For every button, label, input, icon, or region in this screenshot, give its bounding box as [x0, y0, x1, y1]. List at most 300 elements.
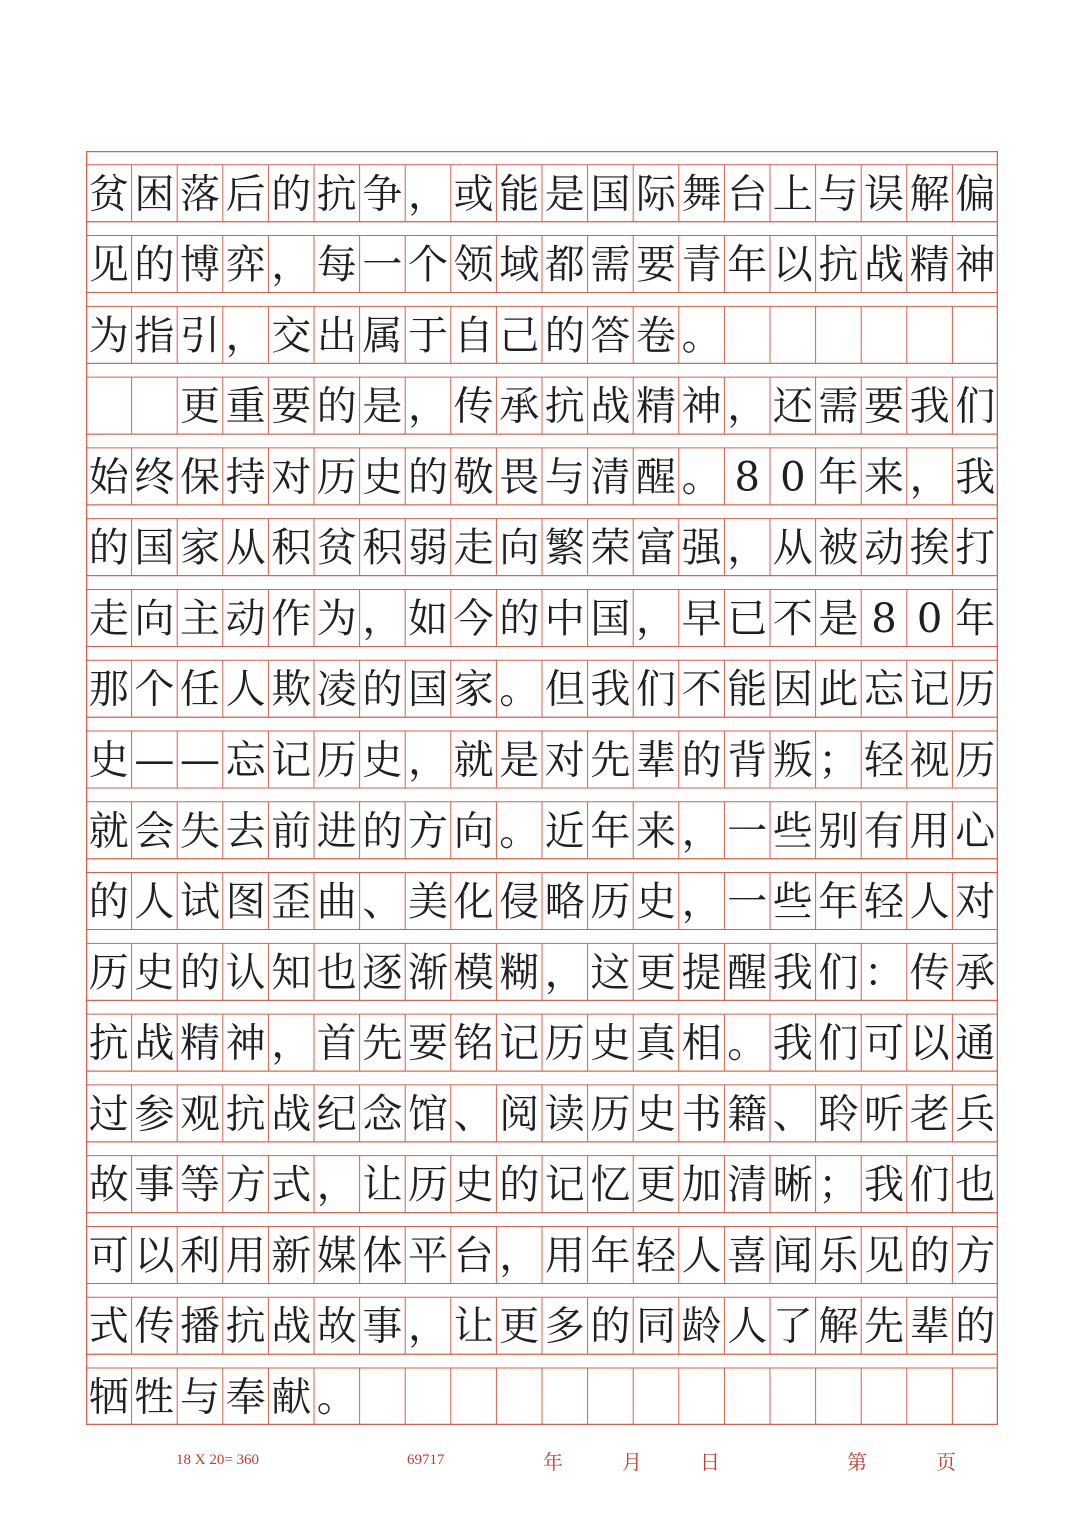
grid-character: 兵	[955, 1091, 996, 1138]
grid-character: 故	[88, 1162, 129, 1209]
grid-character: 让	[453, 1303, 494, 1350]
grid-character: 的	[408, 454, 448, 501]
grid-character: 欺	[271, 666, 312, 713]
grid-character: 弈	[225, 242, 266, 289]
grid-character: 历	[88, 949, 129, 996]
grid-character: 体	[362, 1232, 403, 1279]
grid-character: 8	[871, 595, 897, 642]
grid-character: ，	[681, 808, 722, 855]
grid-character: 属	[362, 312, 403, 359]
grid-character: 真	[636, 1020, 676, 1067]
grid-character: 始	[88, 454, 129, 501]
grid-character: 也	[955, 1162, 996, 1209]
grid-character: 持	[225, 454, 266, 501]
grid-character: 会	[134, 808, 175, 855]
grid-character: 动	[225, 595, 266, 642]
grid-character: 更	[180, 383, 220, 430]
grid-character: 争	[362, 171, 403, 218]
grid-character: ，	[408, 1303, 448, 1350]
grid-character: 误	[864, 171, 904, 218]
month-label: 月	[622, 1452, 642, 1474]
grid-character: 可	[864, 1020, 904, 1067]
grid-character: 忘	[225, 737, 266, 784]
grid-character: 已	[727, 595, 768, 642]
grid-character: 我	[590, 666, 631, 713]
grid-character: 精	[909, 242, 950, 289]
grid-character: 的	[362, 808, 403, 855]
grid-character: 此	[818, 666, 859, 713]
grid-character: 与	[180, 1374, 220, 1421]
grid-character: 献	[271, 1374, 312, 1421]
grid-character: 终	[134, 454, 175, 501]
grid-character: 的	[681, 737, 722, 784]
grid-character: 、	[453, 1091, 494, 1138]
grid-character: 牲	[134, 1374, 175, 1421]
grid-lines	[86, 151, 998, 1425]
grid-character: 如	[408, 595, 448, 642]
grid-character: 需	[818, 383, 859, 430]
grid-character: ，	[636, 595, 676, 642]
grid-character: 相	[681, 1020, 722, 1067]
grid-character: 对	[271, 454, 312, 501]
grid-character: 方	[408, 808, 448, 855]
grid-character: 不	[681, 666, 722, 713]
grid-character: 记	[499, 1020, 540, 1067]
grid-character: 以	[134, 1232, 175, 1279]
grid-character: 忘	[864, 666, 904, 713]
grid-character: 人	[225, 666, 266, 713]
grid-character: 的	[499, 1162, 540, 1209]
grid-character: 的	[134, 242, 175, 289]
page-suffix-label: 页	[936, 1452, 956, 1474]
grid-character: 还	[772, 383, 813, 430]
grid-character: 向	[453, 808, 494, 855]
grid-character: 。	[499, 666, 540, 713]
grid-character: 醒	[727, 949, 768, 996]
grid-character: 历	[955, 666, 996, 713]
grid-character: 史	[362, 454, 403, 501]
grid-character: 不	[772, 595, 813, 642]
grid-character: 对	[955, 879, 996, 926]
grid-character: 挨	[909, 525, 950, 572]
grid-character: 历	[590, 879, 631, 926]
grid-character: 的	[909, 1232, 950, 1279]
grid-character: ，	[271, 242, 312, 289]
grid-character: 年	[818, 879, 859, 926]
grid-character: 向	[134, 595, 175, 642]
grid-character: 年	[955, 595, 996, 642]
grid-character: 交	[271, 312, 312, 359]
grid-character: 积	[362, 525, 403, 572]
grid-character: 承	[955, 949, 996, 996]
grid-character: 一	[727, 879, 768, 926]
grid-character: 贫	[88, 171, 129, 218]
grid-character: 们	[909, 1162, 950, 1209]
grid-character: 平	[408, 1232, 448, 1279]
grid-character: 见	[864, 1232, 904, 1279]
grid-character: 主	[180, 595, 220, 642]
grid-character: 更	[499, 1303, 540, 1350]
grid-character: 中	[544, 595, 585, 642]
page-prefix-label: 第	[847, 1452, 867, 1474]
grid-character: 辈	[636, 737, 676, 784]
grid-character: 。	[681, 454, 722, 501]
grid-character: 强	[681, 525, 722, 572]
grid-character: ：	[864, 949, 904, 996]
grid-character: 清	[727, 1162, 768, 1209]
grid-character: 或	[453, 171, 494, 218]
grid-character: ，	[408, 383, 448, 430]
grid-character: 糊	[499, 949, 540, 996]
grid-character: 传	[134, 1303, 175, 1350]
grid-character: 有	[864, 808, 904, 855]
grid-character: 式	[271, 1162, 312, 1209]
grid-character: 事	[134, 1162, 175, 1209]
grid-character: 歪	[271, 879, 312, 926]
grid-character: 的	[271, 171, 312, 218]
grid-character: 知	[271, 949, 312, 996]
grid-character: 叛	[772, 737, 813, 784]
grid-character: 以	[909, 1020, 950, 1067]
grid-character: 近	[544, 808, 585, 855]
grid-character: 记	[271, 737, 312, 784]
grid-character: 是	[499, 737, 540, 784]
grid-character: 们	[818, 949, 859, 996]
grid-character: 弱	[408, 525, 448, 572]
grid-character: 就	[88, 808, 129, 855]
grid-character: 己	[499, 312, 540, 359]
grid-character: 的	[499, 595, 540, 642]
grid-character: 略	[544, 879, 585, 926]
grid-character: 等	[180, 1162, 220, 1209]
grid-character: 国	[590, 171, 631, 218]
grid-character: 家	[453, 666, 494, 713]
grid-character: 籍	[727, 1091, 768, 1138]
grid-character: 为	[316, 595, 357, 642]
grid-character: 晰	[772, 1162, 813, 1209]
grid-character: 认	[225, 949, 266, 996]
grid-character: 是	[818, 595, 859, 642]
grid-character: 早	[681, 595, 722, 642]
grid-character: 荣	[590, 525, 631, 572]
grid-character: 繁	[544, 525, 585, 572]
grid-character: 因	[772, 666, 813, 713]
grid-character: 台	[453, 1232, 494, 1279]
grid-character: ，	[727, 525, 768, 572]
grid-character: 与	[544, 454, 585, 501]
grid-character: 战	[864, 242, 904, 289]
grid-character: 史	[590, 1020, 631, 1067]
grid-character: 们	[636, 666, 676, 713]
grid-character: 0	[916, 595, 943, 642]
grid-character: 任	[180, 666, 220, 713]
grid-character: 用	[909, 808, 950, 855]
grid-character: 解	[818, 1303, 859, 1350]
grid-character: 式	[88, 1303, 129, 1350]
grid-character: ，	[271, 1020, 312, 1067]
page-footer	[0, 1446, 1080, 1476]
grid-character: 牺	[88, 1374, 129, 1421]
grid-character: 后	[225, 171, 266, 218]
grid-character: 人	[727, 1303, 768, 1350]
grid-character: 对	[544, 737, 585, 784]
grid-character: 观	[180, 1091, 220, 1138]
grid-character: 历	[316, 737, 357, 784]
grid-character: 辈	[909, 1303, 950, 1350]
grid-character: 曲	[316, 879, 357, 926]
grid-character: 史	[134, 949, 175, 996]
grid-character: 向	[499, 525, 540, 572]
grid-character: 史	[636, 879, 676, 926]
grid-character: 轻	[636, 1232, 676, 1279]
grid-character: 老	[909, 1091, 950, 1138]
grid-character: 的	[544, 312, 585, 359]
grid-character: 的	[180, 949, 220, 996]
grid-character: 视	[909, 737, 950, 784]
grid-character: 但	[544, 666, 585, 713]
grid-character: 国	[134, 525, 175, 572]
grid-character: 先	[362, 1020, 403, 1067]
grid-character: 答	[590, 312, 631, 359]
grid-character: 轻	[864, 879, 904, 926]
grid-character: 历	[590, 1091, 631, 1138]
grid-character: 我	[772, 949, 813, 996]
grid-character: 历	[316, 454, 357, 501]
day-label: 日	[700, 1452, 720, 1474]
grid-character: 承	[499, 383, 540, 430]
grid-character: ，	[544, 949, 585, 996]
grid-character: 历	[955, 737, 996, 784]
grid-character: 抗	[316, 171, 357, 218]
grid-character: 敬	[453, 454, 494, 501]
grid-character: 抗	[544, 383, 585, 430]
grid-character: 凌	[316, 666, 357, 713]
grid-character: 是	[362, 383, 403, 430]
grid-character: 保	[180, 454, 220, 501]
grid-character: 的	[955, 1303, 996, 1350]
grid-character: 用	[225, 1232, 266, 1279]
grid-character: 利	[180, 1232, 220, 1279]
grid-character: ，	[225, 312, 266, 359]
grid-character: 困	[134, 171, 175, 218]
grid-character: 神	[225, 1020, 266, 1067]
year-label: 年	[543, 1452, 563, 1474]
grid-character: 忆	[590, 1162, 631, 1209]
grid-character: 需	[590, 242, 631, 289]
grid-character: 前	[271, 808, 312, 855]
grid-character: 史	[362, 737, 403, 784]
grid-character: 际	[636, 171, 676, 218]
grid-character: 参	[134, 1091, 175, 1138]
grid-character: ，	[316, 1162, 357, 1209]
grid-character: 台	[727, 171, 768, 218]
grid-character: 轻	[864, 737, 904, 784]
grid-character: ，	[408, 171, 448, 218]
grid-character: 侵	[499, 879, 540, 926]
grid-character: —	[134, 737, 175, 784]
grid-character: 先	[590, 737, 631, 784]
grid-character: 抗	[225, 1303, 266, 1350]
grid-character: 渐	[408, 949, 448, 996]
grid-character: 读	[544, 1091, 585, 1138]
grid-character: 个	[408, 242, 448, 289]
grid-character: 聆	[818, 1091, 859, 1138]
grid-character: 引	[180, 312, 220, 359]
grid-character: 抗	[225, 1091, 266, 1138]
grid-character: 要	[864, 383, 904, 430]
grid-character: 要	[271, 383, 312, 430]
grid-character: 失	[180, 808, 220, 855]
grid-character: 作	[271, 595, 312, 642]
grid-character: 家	[180, 525, 220, 572]
grid-character: 阅	[499, 1091, 540, 1138]
grid-character: 的	[590, 1303, 631, 1350]
grid-character: 图	[225, 879, 266, 926]
grid-character: 8	[734, 454, 760, 501]
grid-character: ，	[499, 1232, 540, 1279]
manuscript-grid	[86, 151, 998, 1425]
grid-character: 每	[316, 242, 357, 289]
grid-character: 喜	[727, 1232, 768, 1279]
grid-character: 。	[727, 1020, 768, 1067]
grid-character: 见	[88, 242, 129, 289]
grid-character: 个	[134, 666, 175, 713]
grid-character: 抗	[818, 242, 859, 289]
grid-character: 可	[88, 1232, 129, 1279]
grid-character: 方	[225, 1162, 266, 1209]
grid-character: 馆	[408, 1091, 448, 1138]
grid-character: 走	[453, 525, 494, 572]
grid-character: 的	[88, 879, 129, 926]
grid-character: 积	[271, 525, 312, 572]
grid-character: 神	[681, 383, 722, 430]
grid-character: 先	[864, 1303, 904, 1350]
grid-character: 。	[681, 312, 722, 359]
grid-character: 记	[909, 666, 950, 713]
grid-character: 进	[316, 808, 357, 855]
grid-character: 别	[818, 808, 859, 855]
grid-character: 我	[772, 1020, 813, 1067]
grid-character: 奉	[225, 1374, 266, 1421]
grid-character: 领	[453, 242, 494, 289]
grid-character: ，	[362, 595, 403, 642]
grid-character: 些	[772, 879, 813, 926]
grid-character: 心	[955, 808, 996, 855]
grid-character: 从	[225, 525, 266, 572]
grid-character: 方	[955, 1232, 996, 1279]
serial-number: 69717	[407, 1452, 445, 1468]
grid-character: 畏	[499, 454, 540, 501]
grid-character: ；	[818, 737, 859, 784]
grid-character: 一	[362, 242, 403, 289]
grid-character: 富	[636, 525, 676, 572]
grid-character: 美	[408, 879, 448, 926]
grid-character: 战	[271, 1091, 312, 1138]
grid-character: 些	[772, 808, 813, 855]
grid-character: 人	[134, 879, 175, 926]
grid-character: 逐	[362, 949, 403, 996]
grid-character: 解	[909, 171, 950, 218]
grid-character: 用	[544, 1232, 585, 1279]
grid-character: 落	[180, 171, 220, 218]
grid-character: 史	[88, 737, 129, 784]
grid-character: 媒	[316, 1232, 357, 1279]
grid-character: 打	[955, 525, 996, 572]
grid-character: 是	[544, 171, 585, 218]
grid-character: 青	[681, 242, 722, 289]
grid-character: 动	[864, 525, 904, 572]
grid-character: 要	[408, 1020, 448, 1067]
grid-character: 国	[408, 666, 448, 713]
grid-character: 历	[408, 1162, 448, 1209]
grid-character: 也	[316, 949, 357, 996]
grid-character: 龄	[681, 1303, 722, 1350]
grid-character: 与	[818, 171, 859, 218]
grid-character: 博	[180, 242, 220, 289]
grid-character: 一	[727, 808, 768, 855]
grid-character: 人	[909, 879, 950, 926]
grid-character: 精	[636, 383, 676, 430]
grid-character: 战	[590, 383, 631, 430]
grid-character: 出	[316, 312, 357, 359]
grid-character: 来	[864, 454, 904, 501]
grid-character: 于	[408, 312, 448, 359]
grid-character: 偏	[955, 171, 996, 218]
grid-character: 播	[180, 1303, 220, 1350]
grid-character: 走	[88, 595, 129, 642]
grid-character: 传	[453, 383, 494, 430]
grid-character: 。	[316, 1374, 357, 1421]
grid-character: 清	[590, 454, 631, 501]
grid-character: 模	[453, 949, 494, 996]
grid-character: 。	[499, 808, 540, 855]
grid-character: —	[180, 737, 220, 784]
grid-character: 记	[544, 1162, 585, 1209]
grid-character: 们	[818, 1020, 859, 1067]
grid-character: 去	[225, 808, 266, 855]
grid-character: 加	[681, 1162, 722, 1209]
grid-character: 年	[590, 808, 631, 855]
grid-spec-label: 18 X 20= 360	[176, 1452, 260, 1468]
grid-character: 年	[818, 454, 859, 501]
grid-character: 卷	[636, 312, 676, 359]
grid-character: 史	[636, 1091, 676, 1138]
grid-character: 我	[955, 454, 996, 501]
grid-character: ，	[909, 454, 950, 501]
grid-character: 多	[544, 1303, 585, 1350]
grid-character: 们	[955, 383, 996, 430]
grid-character: 精	[180, 1020, 220, 1067]
grid-character: 事	[362, 1303, 403, 1350]
grid-character: 我	[864, 1162, 904, 1209]
grid-character: 自	[453, 312, 494, 359]
grid-character: 了	[772, 1303, 813, 1350]
grid-character: 年	[590, 1232, 631, 1279]
grid-character: 战	[271, 1303, 312, 1350]
grid-character: 同	[636, 1303, 676, 1350]
grid-character: 战	[134, 1020, 175, 1067]
grid-character: 首	[316, 1020, 357, 1067]
grid-character: 故	[316, 1303, 357, 1350]
grid-character: 我	[909, 383, 950, 430]
grid-character: 背	[727, 737, 768, 784]
grid-character: 域	[499, 242, 540, 289]
grid-character: 抗	[88, 1020, 129, 1067]
grid-character: 提	[681, 949, 722, 996]
grid-character: 新	[271, 1232, 312, 1279]
grid-character: 国	[590, 595, 631, 642]
grid-character: 、	[772, 1091, 813, 1138]
